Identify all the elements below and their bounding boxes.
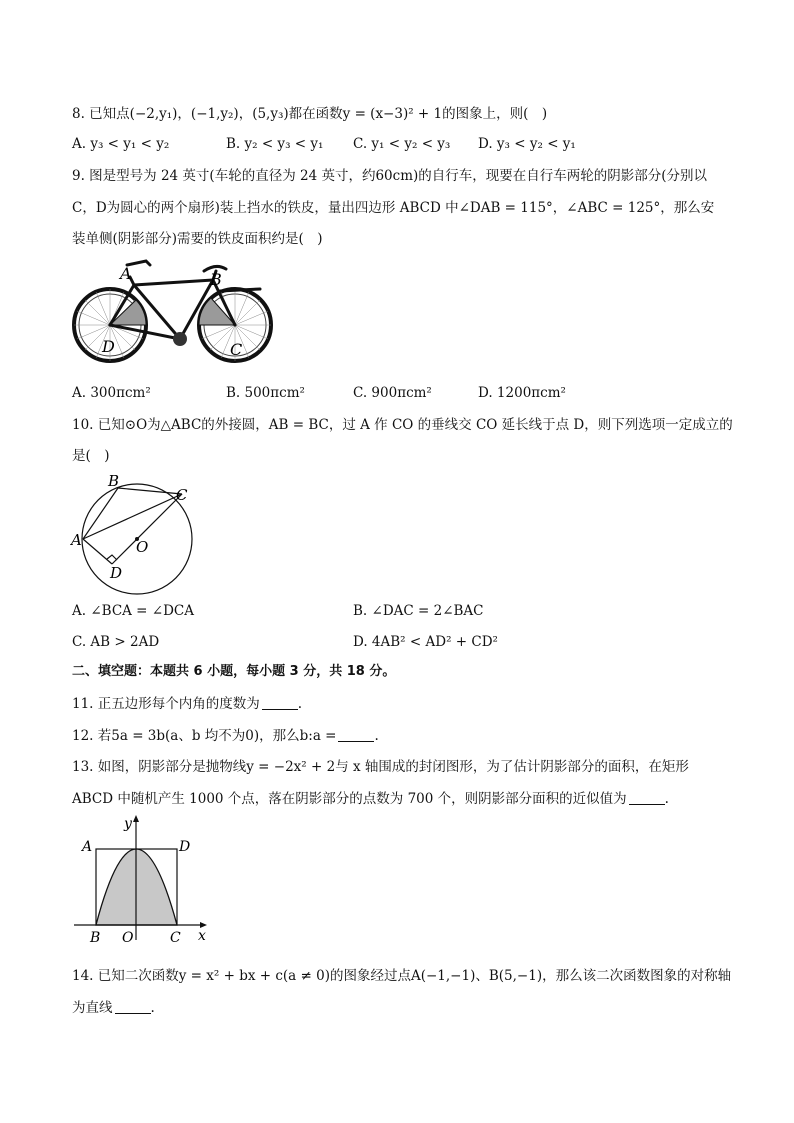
- q13-answer-blank[interactable]: [629, 790, 665, 805]
- parabola-label-c: C: [170, 930, 181, 946]
- q12-text: 12. 若5a = 3b(a、b 均不为0)，那么b:a =: [72, 728, 337, 744]
- bike-label-a: A: [120, 264, 132, 283]
- parabola-label-d: D: [179, 839, 191, 855]
- q8-stem: 8. 已知点(−2,y₁)，(−1,y₂)，(5,y₃)都在函数y = (x−3)² + 1的图象上，则( ): [72, 106, 548, 122]
- bicycle-figure: [70, 255, 282, 367]
- crank: [173, 332, 187, 346]
- q11: [72, 694, 302, 714]
- q8-option-d: D. y₃ < y₂ < y₁: [478, 136, 576, 152]
- q13-line-2-text: ABCD 中随机产生 1000 个点，落在阴影部分的点数为 700 个，则阴影部分面积的近似值为: [72, 791, 627, 807]
- q9-line-2: C，D为圆心的两个扇形)装上挡水的铁皮，量出四边形 ABCD 中∠DAB = 115°，∠ABC = 125°，那么安: [72, 200, 715, 216]
- section-heading: 二、填空题：本题共 6 小题，每小题 3 分，共 18 分。: [72, 664, 396, 679]
- q10-option-b: B. ∠DAC = 2∠BAC: [353, 603, 484, 619]
- q9-line-1: 9. 图是型号为 24 英寸(车轮的直径为 24 英寸，约60cm)的自行车，现要在自行车两轮的阴影部分(分别以: [72, 168, 708, 184]
- circle-label-c: C: [176, 486, 188, 504]
- q8-option-b: B. y₂ < y₃ < y₁: [226, 136, 324, 152]
- q9-option-c: C. 900πcm²: [353, 385, 432, 401]
- q8-option-a: A. y₃ < y₁ < y₂: [72, 136, 170, 152]
- q11-answer-blank[interactable]: [262, 695, 298, 710]
- q10-line-2: 是( ): [72, 448, 110, 464]
- bike-label-d: D: [102, 337, 115, 356]
- q9-option-d: D. 1200πcm²: [478, 385, 566, 401]
- q9-option-b: B. 500πcm²: [226, 385, 305, 401]
- q10-line-1: 10. 已知⊙O为△ABC的外接圆，AB = BC，过 A 作 CO 的垂线交 CO 延长线于点 D，则下列选项一定成立的: [72, 417, 733, 433]
- q13-end: .: [664, 791, 669, 807]
- circle-label-a: A: [71, 531, 82, 549]
- bike-label-b: B: [210, 270, 222, 289]
- q13-line-2: [72, 789, 669, 809]
- q10-option-d: D. 4AB² < AD² + CD²: [353, 634, 498, 650]
- q11-end: .: [297, 696, 303, 712]
- q11-text: 11. 正五边形每个内角的度数为: [72, 696, 260, 712]
- bike-label-c: C: [230, 340, 243, 359]
- parabola-label-o: O: [122, 930, 134, 946]
- q8-option-c: C. y₁ < y₂ < y₃: [353, 136, 451, 152]
- parabola-label-a: A: [82, 839, 93, 855]
- q13-line-1: 13. 如图，阴影部分是抛物线y = −2x² + 2与 x 轴围成的封闭图形，为了估计阴影部分的面积，在矩形: [72, 759, 689, 775]
- q12-end: .: [374, 728, 379, 744]
- q14-line-2-text: 为直线: [72, 1000, 113, 1016]
- circle-label-d: D: [110, 564, 123, 582]
- circle-label-o: O: [136, 538, 149, 556]
- parabola-label-b: B: [90, 930, 101, 946]
- q12-answer-blank[interactable]: [338, 727, 374, 742]
- circle-figure: [70, 472, 200, 596]
- parabola-figure: [70, 812, 220, 946]
- circle-label-b: B: [108, 472, 120, 490]
- q9-line-3: 装单侧(阴影部分)需要的铁皮面积约是( ): [72, 231, 323, 247]
- q10-option-c: C. AB > 2AD: [72, 634, 160, 650]
- q9-option-a: A. 300πcm²: [72, 385, 151, 401]
- q14-end: .: [150, 1000, 155, 1016]
- parabola-label-x: x: [198, 928, 206, 944]
- q12: [72, 726, 379, 746]
- q10-option-a: A. ∠BCA = ∠DCA: [72, 603, 195, 619]
- q14-answer-blank[interactable]: [115, 999, 151, 1014]
- q14-line-1: 14. 已知二次函数y = x² + bx + c(a ≠ 0)的图象经过点A(−1,−1)、B(5,−1)，那么该二次函数图象的对称轴: [72, 968, 732, 984]
- q14-line-2: [72, 998, 155, 1018]
- parabola-label-y: y: [124, 816, 132, 832]
